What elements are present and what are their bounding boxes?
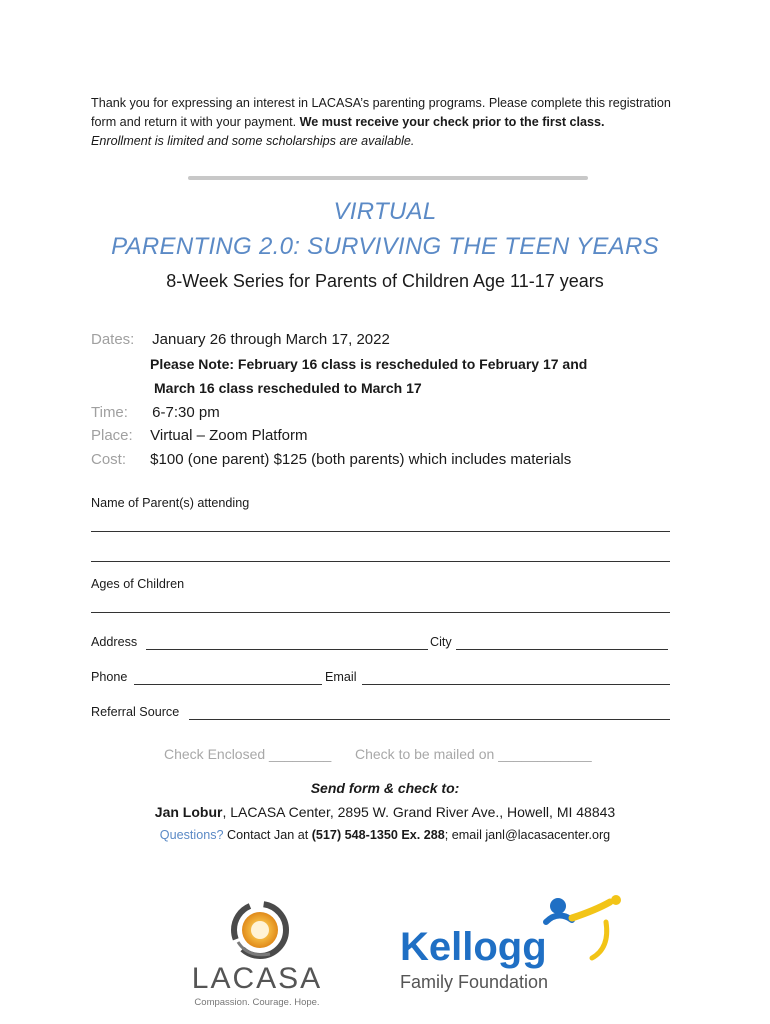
referral-label: Referral Source	[91, 705, 180, 719]
questions-label: Questions?	[159, 828, 224, 842]
city-label: City	[430, 635, 452, 649]
place-value: Virtual – Zoom Platform	[150, 427, 308, 444]
time-label: Time:	[91, 404, 128, 421]
note-line-2: March 16 class rescheduled to March 17	[154, 380, 422, 396]
email-label: Email	[325, 670, 357, 684]
children-label: Ages of Children	[91, 577, 185, 591]
lacasa-logo	[172, 892, 342, 1012]
address-label: Address	[91, 635, 138, 649]
intro-text: Thank you for expressing an interest in LACASA’s parenting programs. Please complete this registration form and return it with your payment.	[91, 96, 671, 129]
dates-value: January 26 through March 17, 2022	[152, 331, 390, 348]
email-field-line[interactable]	[362, 684, 670, 685]
contact-phone: (517) 548-1350 Ex. 288	[311, 828, 445, 842]
phone-label: Phone	[91, 670, 128, 684]
program-title: PARENTING 2.0: SURVIVING THE TEEN YEARS	[111, 233, 659, 260]
check-mailed-option[interactable]: Check to be mailed on ____________	[355, 746, 592, 762]
children-field-line[interactable]	[91, 612, 670, 613]
place-row	[91, 426, 307, 446]
dates-label: Dates:	[91, 331, 135, 348]
contact-line	[0, 828, 770, 842]
contact-email: ; email janl@lacasacenter.org	[444, 828, 611, 842]
address-field-line[interactable]	[146, 649, 428, 650]
time-value: 6-7:30 pm	[152, 404, 220, 421]
note-line-1: Please Note: February 16 class is rescheduled to February 17 and	[150, 356, 588, 372]
kellogg-subtitle: Family Foundation	[400, 972, 549, 992]
mailing-address	[0, 804, 770, 820]
program-subtitle: 8-Week Series for Parents of Children Age 11-17 years	[166, 271, 604, 291]
phone-field-line[interactable]	[134, 684, 322, 685]
title-virtual: VIRTUAL	[333, 198, 437, 225]
cost-row	[91, 450, 571, 470]
parents-field-line-2[interactable]	[91, 561, 670, 562]
intro-bold-text: We must receive your check prior to the first class.	[299, 115, 605, 129]
intro-italic-text: Enrollment is limited and some scholarships are available.	[91, 134, 415, 148]
city-field-line[interactable]	[456, 649, 668, 650]
lacasa-tagline: Compassion. Courage. Hope.	[194, 997, 320, 1008]
dates-row	[91, 330, 390, 350]
kellogg-wordmark: Kellogg	[400, 925, 547, 969]
referral-field-line[interactable]	[189, 719, 670, 720]
contact-name: Jan Lobur	[154, 804, 223, 820]
contact-prefix: Contact Jan at	[223, 828, 312, 842]
time-row	[91, 403, 220, 423]
cost-label: Cost:	[91, 451, 127, 468]
place-label: Place:	[91, 427, 133, 444]
send-to-heading: Send form & check to:	[310, 780, 460, 796]
cost-value: $100 (one parent) $125 (both parents) which includes materials	[150, 451, 572, 468]
check-enclosed-option[interactable]: Check Enclosed ________	[164, 746, 332, 762]
address-text: , LACASA Center, 2895 W. Grand River Ave., Howell, MI 48843	[222, 804, 616, 820]
parents-label: Name of Parent(s) attending	[91, 496, 250, 510]
kellogg-logo	[396, 892, 636, 1002]
lacasa-wordmark: LACASA	[191, 962, 323, 995]
divider	[188, 176, 588, 180]
parents-field-line-1[interactable]	[91, 531, 670, 532]
intro-paragraph	[91, 94, 671, 151]
